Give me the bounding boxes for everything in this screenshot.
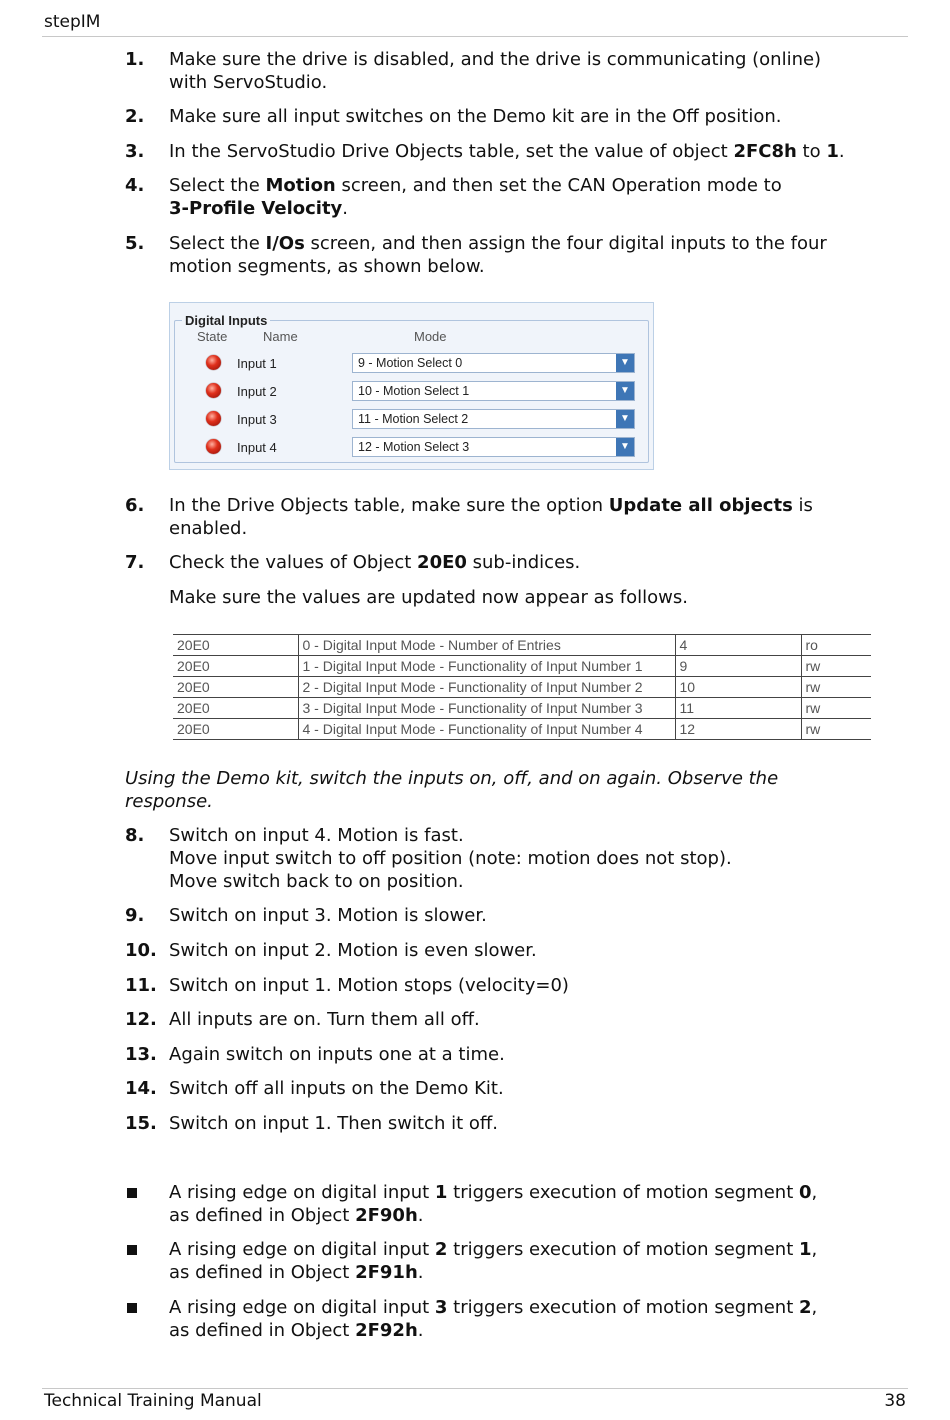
object-index-cell: 20E0 — [173, 635, 298, 656]
footer-title: Technical Training Manual — [44, 1391, 262, 1411]
step-number: 13. — [125, 1044, 157, 1065]
object-access-cell: rw — [801, 656, 871, 677]
table-row — [173, 677, 871, 698]
step-number: 1. — [125, 49, 145, 70]
bold-text: 1 — [826, 141, 839, 162]
step-text: Switch off all inputs on the Demo Kit. — [169, 1078, 504, 1099]
bullet-text: A rising edge on digital input 2 triggers execution of motion segment 1, as defined in Object 2F91h. — [169, 1239, 818, 1283]
chevron-down-icon[interactable]: ▼ — [616, 382, 634, 400]
step-item — [125, 1077, 895, 1100]
bold-text: 2F90h — [355, 1205, 418, 1226]
step-text: Switch on input 4. Motion is fast. Move input switch to off position (note: motion does not stop). Move switch back to on position. — [169, 825, 732, 892]
object-description-cell: 2 - Digital Input Mode - Functionality of Input Number 2 — [298, 677, 675, 698]
bold-text: Update all objects — [608, 495, 793, 516]
step-text: Check the values of Object 20E0 sub-indices. — [169, 552, 581, 573]
square-bullet-icon — [127, 1188, 137, 1198]
bold-text: 20E0 — [417, 552, 467, 573]
page-header: stepIM — [44, 12, 101, 32]
bullet-text: A rising edge on digital input 3 triggers execution of motion segment 2, as defined in Object 2F92h. — [169, 1297, 818, 1341]
bold-text: 0 — [799, 1182, 812, 1203]
step-text: Again switch on inputs one at a time. — [169, 1044, 505, 1065]
bold-text: 2FC8h — [733, 141, 797, 162]
bullet-item — [125, 1296, 895, 1342]
digital-input-row — [170, 381, 653, 409]
step-item — [125, 1043, 895, 1066]
object-description-cell: 1 - Digital Input Mode - Functionality of Input Number 1 — [298, 656, 675, 677]
chevron-down-icon[interactable]: ▼ — [616, 354, 634, 372]
step-text: In the ServoStudio Drive Objects table, set the value of object 2FC8h to 1. — [169, 141, 845, 162]
step-number: 12. — [125, 1009, 157, 1030]
input-mode-dropdown[interactable] — [352, 437, 635, 457]
input-name: Input 2 — [237, 384, 277, 399]
input-state-led-icon — [206, 439, 221, 454]
object-index-cell: 20E0 — [173, 698, 298, 719]
object-value-cell: 9 — [675, 656, 801, 677]
step-number: 6. — [125, 495, 145, 516]
square-bullet-icon — [127, 1245, 137, 1255]
step-text: Make sure all input switches on the Demo kit are in the Off position. — [169, 106, 782, 127]
input-mode-value: 11 - Motion Select 2 — [358, 412, 469, 426]
object-description-cell: 0 - Digital Input Mode - Number of Entries — [298, 635, 675, 656]
object-value-cell: 10 — [675, 677, 801, 698]
step-item — [125, 232, 895, 278]
input-name: Input 4 — [237, 440, 277, 455]
object-value-cell: 12 — [675, 719, 801, 740]
object-value-cell: 4 — [675, 635, 801, 656]
object-index-cell: 20E0 — [173, 677, 298, 698]
bold-text: 2F91h — [355, 1262, 418, 1283]
object-description-cell: 3 - Digital Input Mode - Functionality of Input Number 3 — [298, 698, 675, 719]
bold-text: 1 — [434, 1182, 448, 1203]
step-number: 3. — [125, 141, 145, 162]
step-text: Select the Motion screen, and then set the CAN Operation mode to 3-Profile Velocity. — [169, 175, 782, 219]
column-header-state: State — [197, 329, 228, 344]
object-index-cell: 20E0 — [173, 656, 298, 677]
step-text: Select the I/Os screen, and then assign the four digital inputs to the four motion segments, as shown below. — [169, 233, 827, 277]
bold-text: 3-Profile Velocity — [169, 198, 343, 219]
bold-text: Motion — [265, 175, 336, 196]
chevron-down-icon[interactable]: ▼ — [616, 410, 634, 428]
step-item — [125, 140, 895, 163]
step-number: 14. — [125, 1078, 157, 1099]
column-header-name: Name — [263, 329, 298, 344]
chevron-down-icon[interactable]: ▼ — [616, 438, 634, 456]
input-state-led-icon — [206, 355, 221, 370]
step-text: Make sure the drive is disabled, and the drive is communicating (online) with ServoStudio. — [169, 49, 822, 93]
digital-inputs-panel — [169, 302, 654, 470]
input-state-led-icon — [206, 411, 221, 426]
step-number: 2. — [125, 106, 145, 127]
step-item — [125, 174, 895, 220]
bold-text: 2 — [799, 1297, 812, 1318]
demo-kit-instruction: Using the Demo kit, switch the inputs on, off, and on again. Observe the response. — [125, 768, 779, 812]
bold-text: 2 — [434, 1239, 448, 1260]
input-state-led-icon — [206, 383, 221, 398]
input-mode-dropdown[interactable] — [352, 409, 635, 429]
input-name: Input 1 — [237, 356, 277, 371]
object-value-cell: 11 — [675, 698, 801, 719]
object-20e0-table — [173, 634, 871, 740]
digital-input-row — [170, 353, 653, 381]
step-item — [125, 105, 895, 128]
input-mode-value: 9 - Motion Select 0 — [358, 356, 463, 370]
step-number: 8. — [125, 825, 145, 846]
object-access-cell: rw — [801, 698, 871, 719]
step-text: In the Drive Objects table, make sure the option Update all objects is enabled. — [169, 495, 813, 539]
step-number: 4. — [125, 175, 145, 196]
step-item — [125, 824, 895, 893]
step-number: 9. — [125, 905, 145, 926]
step-text: Switch on input 2. Motion is even slower. — [169, 940, 537, 961]
step-item — [125, 939, 895, 962]
input-name: Input 3 — [237, 412, 277, 427]
digital-inputs-legend: Digital Inputs — [182, 313, 270, 328]
table-row — [173, 698, 871, 719]
step-item — [125, 494, 895, 540]
step-item — [125, 1008, 895, 1031]
step-item — [125, 974, 895, 997]
step-number: 11. — [125, 975, 157, 996]
step-number: 10. — [125, 940, 157, 961]
bullet-item — [125, 1238, 895, 1284]
bold-text: 3 — [434, 1297, 448, 1318]
step-7-note: Make sure the values are updated now appear as follows. — [169, 587, 688, 608]
table-row — [173, 719, 871, 740]
object-index-cell: 20E0 — [173, 719, 298, 740]
object-access-cell: ro — [801, 635, 871, 656]
digital-input-row — [170, 409, 653, 437]
bullet-item — [125, 1181, 895, 1227]
input-mode-value: 10 - Motion Select 1 — [358, 384, 470, 398]
step-number: 5. — [125, 233, 145, 254]
step-number: 7. — [125, 552, 145, 573]
step-text: Switch on input 1. Motion stops (velocity=0) — [169, 975, 569, 996]
bullet-text: A rising edge on digital input 1 triggers execution of motion segment 0, as defined in Object 2F90h. — [169, 1182, 818, 1226]
footer-divider — [42, 1388, 908, 1389]
input-mode-dropdown[interactable] — [352, 353, 635, 373]
step-item — [125, 904, 895, 927]
step-item — [125, 1112, 895, 1135]
step-item — [125, 551, 895, 574]
step-text: Switch on input 1. Then switch it off. — [169, 1113, 499, 1134]
step-text: Switch on input 3. Motion is slower. — [169, 905, 487, 926]
input-mode-dropdown[interactable] — [352, 381, 635, 401]
bold-text: 1 — [799, 1239, 812, 1260]
column-header-mode: Mode — [414, 329, 447, 344]
table-row — [173, 656, 871, 677]
bold-text: 2F92h — [355, 1320, 418, 1341]
square-bullet-icon — [127, 1303, 137, 1313]
header-divider — [42, 36, 908, 37]
bold-text: I/Os — [265, 233, 305, 254]
object-access-cell: rw — [801, 719, 871, 740]
object-description-cell: 4 - Digital Input Mode - Functionality of Input Number 4 — [298, 719, 675, 740]
object-access-cell: rw — [801, 677, 871, 698]
step-number: 15. — [125, 1113, 157, 1134]
step-text: All inputs are on. Turn them all off. — [169, 1009, 480, 1030]
page-number: 38 — [884, 1391, 906, 1411]
digital-input-row — [170, 437, 653, 465]
table-row — [173, 635, 871, 656]
input-mode-value: 12 - Motion Select 3 — [358, 440, 470, 454]
step-item — [125, 48, 895, 94]
